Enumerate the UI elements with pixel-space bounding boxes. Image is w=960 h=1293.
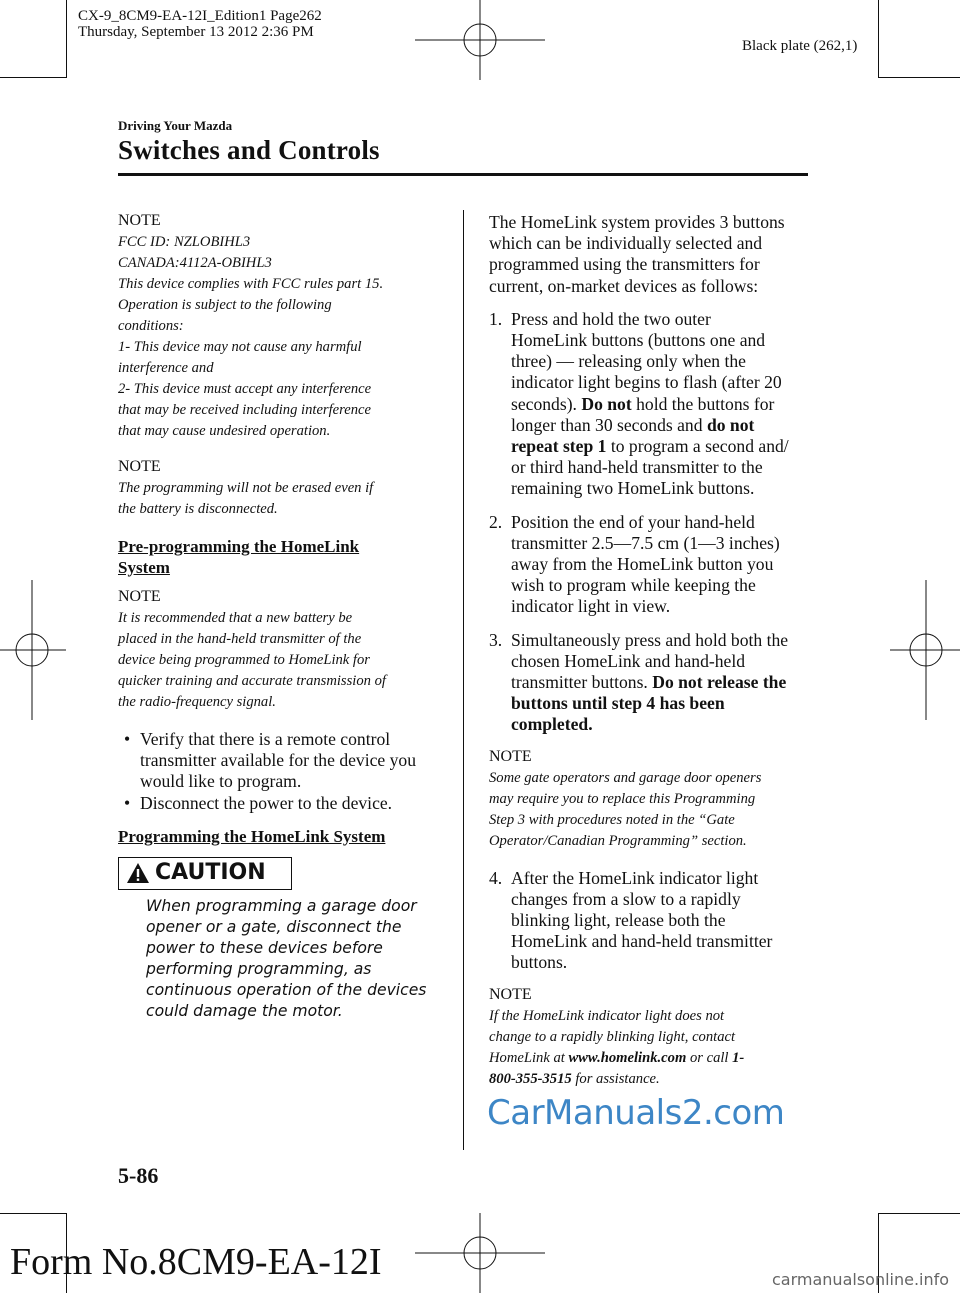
step-line: Simultaneously press and hold both the bbox=[511, 629, 789, 650]
intro-line: The HomeLink system provides 3 buttons bbox=[489, 212, 785, 232]
crop-mark bbox=[878, 0, 879, 78]
crop-mark bbox=[0, 77, 66, 78]
footer-site: carmanualsonline.info bbox=[772, 1270, 950, 1289]
bullet-icon: • bbox=[124, 729, 131, 749]
note-line: FCC ID: NZLOBIHL3 bbox=[118, 234, 251, 250]
note-line: placed in the hand-held transmitter of the bbox=[118, 631, 362, 647]
step-number: 2. bbox=[489, 511, 503, 532]
note-line: interference and bbox=[118, 360, 214, 376]
note-gate-operators bbox=[489, 748, 819, 852]
step-line: completed. bbox=[511, 714, 593, 735]
step-line: After the HomeLink indicator light bbox=[511, 867, 759, 888]
note-homelink-contact bbox=[489, 986, 819, 1090]
print-timestamp: Thursday, September 13 2012 2:36 PM bbox=[78, 24, 314, 40]
caution-line: When programming a garage door bbox=[146, 897, 417, 915]
homelink-phone: 800-355-3515 bbox=[489, 1070, 572, 1087]
step-line: transmitter buttons. Do not release the bbox=[511, 672, 787, 693]
registration-mark-top bbox=[415, 0, 545, 80]
heading-preprogramming bbox=[118, 536, 448, 578]
note-line: 2- This device must accept any interference bbox=[118, 381, 372, 397]
step-3 bbox=[489, 630, 819, 736]
note-label: NOTE bbox=[118, 212, 161, 229]
intro-line: current, on-market devices as follows: bbox=[489, 275, 759, 296]
note-fcc bbox=[118, 212, 448, 442]
bullet-item bbox=[118, 729, 448, 793]
note-line: HomeLink at www.homelink.com or call 1- bbox=[489, 1049, 745, 1066]
note-line: Operator/Canadian Programming” section. bbox=[489, 832, 747, 849]
form-number: Form No.8CM9-EA-12I bbox=[10, 1241, 382, 1283]
step-2 bbox=[489, 512, 819, 618]
note-line: that may cause undesired operation. bbox=[118, 423, 331, 439]
intro-paragraph bbox=[489, 212, 819, 297]
step-line: indicator light begins to flash (after 20 bbox=[511, 372, 782, 393]
heading-line: Pre-programming the HomeLink bbox=[118, 537, 360, 556]
step-line: buttons until step 4 has been bbox=[511, 693, 725, 714]
bullet-line: Disconnect the power to the device. bbox=[140, 792, 393, 813]
note-line: This device complies with FCC rules part 15. bbox=[118, 276, 384, 292]
note-line: may require you to replace this Programming bbox=[489, 790, 756, 807]
step-4 bbox=[489, 868, 819, 974]
print-file-id: CX-9_8CM9-EA-12I_Edition1 Page262 bbox=[78, 8, 322, 24]
note-label: NOTE bbox=[489, 985, 532, 1003]
section-kicker: Driving Your Mazda bbox=[118, 118, 233, 133]
step-line: wish to program while keeping the bbox=[511, 575, 756, 596]
note-line: device being programmed to HomeLink for bbox=[118, 652, 370, 668]
note-line: 800-355-3515 for assistance. bbox=[489, 1070, 660, 1087]
step-line: HomeLink and hand-held transmitter bbox=[511, 931, 773, 952]
note-programming bbox=[118, 458, 448, 520]
step-line: repeat step 1 to program a second and/ bbox=[511, 436, 789, 457]
caution-label: CAUTION bbox=[155, 860, 266, 885]
bullet-line: would like to program. bbox=[140, 771, 302, 792]
step-line: chosen HomeLink and hand-held bbox=[511, 650, 746, 671]
step-line: or third hand-held transmitter to the bbox=[511, 457, 763, 478]
note-line: conditions: bbox=[118, 318, 184, 334]
intro-line: programmed using the transmitters for bbox=[489, 254, 760, 275]
step-line: HomeLink buttons (buttons one and bbox=[511, 330, 766, 351]
step-line: away from the HomeLink button you bbox=[511, 554, 774, 575]
note-line: change to a rapidly blinking light, contact bbox=[489, 1028, 736, 1045]
step-line: longer than 30 seconds and do not bbox=[511, 414, 755, 435]
note-line: Step 3 with procedures noted in the “Gate bbox=[489, 811, 735, 828]
step-line: indicator light in view. bbox=[511, 596, 671, 617]
caution-line: could damage the motor. bbox=[146, 1002, 343, 1020]
homelink-url[interactable]: www.homelink.com bbox=[568, 1049, 687, 1066]
crop-mark bbox=[878, 1213, 960, 1214]
warning-icon bbox=[126, 862, 150, 884]
watermark-logo: CarManuals2.com bbox=[487, 1093, 785, 1133]
note-line: If the HomeLink indicator light does not bbox=[489, 1007, 725, 1024]
step-line: buttons. bbox=[511, 952, 568, 973]
note-line: that may be received including interference bbox=[118, 402, 371, 418]
step-line: transmitter 2.5―7.5 cm (1―3 inches) bbox=[511, 532, 780, 553]
note-line: Some gate operators and garage door openers bbox=[489, 769, 762, 786]
caution-line: opener or a gate, disconnect the bbox=[146, 918, 402, 936]
step-line: remaining two HomeLink buttons. bbox=[511, 478, 755, 499]
title-rule bbox=[118, 173, 808, 176]
bullet-item bbox=[118, 793, 448, 814]
registration-mark-bottom bbox=[415, 1213, 545, 1293]
step-line: three) ― releasing only when the bbox=[511, 351, 746, 372]
step-number: 4. bbox=[489, 867, 503, 888]
left-column bbox=[118, 212, 448, 847]
note-label: NOTE bbox=[118, 458, 161, 475]
step-line: Position the end of your hand-held bbox=[511, 511, 755, 532]
crop-mark bbox=[66, 0, 67, 78]
intro-line: which can be individually selected and bbox=[489, 233, 763, 254]
step-line: blinking light, release both the bbox=[511, 910, 726, 931]
caution-line: performing programming, as bbox=[146, 960, 372, 978]
step-line: Press and hold the two outer bbox=[511, 308, 711, 329]
note-line: It is recommended that a new battery be bbox=[118, 610, 353, 626]
crop-mark bbox=[878, 77, 960, 78]
step-line: seconds). Do not hold the buttons for bbox=[511, 393, 775, 414]
step-number: 3. bbox=[489, 629, 503, 650]
right-column bbox=[489, 212, 819, 1090]
heading-programming: Programming the HomeLink System bbox=[118, 826, 386, 846]
registration-mark-left bbox=[0, 580, 66, 720]
step-line: changes from a slow to a rapidly bbox=[511, 888, 741, 909]
page-number: 5-86 bbox=[118, 1163, 159, 1188]
page-title: Switches and Controls bbox=[118, 135, 380, 165]
crop-mark bbox=[0, 1213, 66, 1214]
note-line: The programming will not be erased even if bbox=[118, 480, 374, 496]
plate-label: Black plate (262,1) bbox=[742, 38, 858, 54]
caution-text bbox=[146, 896, 456, 1022]
caution-line: power to these devices before bbox=[146, 939, 383, 957]
note-line: the radio-frequency signal. bbox=[118, 694, 276, 710]
caution-box bbox=[118, 857, 292, 890]
bullet-line: transmitter available for the device you bbox=[140, 750, 417, 771]
note-line: CANADA:4112A-OBIHL3 bbox=[118, 255, 272, 271]
note-line: Operation is subject to the following bbox=[118, 297, 332, 313]
step-number: 1. bbox=[489, 308, 503, 329]
note-line: quicker training and accurate transmission of bbox=[118, 673, 386, 689]
note-label: NOTE bbox=[489, 747, 532, 765]
bullet-icon: • bbox=[124, 792, 131, 813]
heading-line: System bbox=[118, 558, 170, 577]
note-battery bbox=[118, 588, 448, 713]
note-label: NOTE bbox=[118, 588, 161, 605]
note-line: the battery is disconnected. bbox=[118, 501, 278, 517]
step-1 bbox=[489, 309, 819, 500]
bullet-line: Verify that there is a remote control bbox=[140, 729, 391, 749]
column-divider bbox=[463, 210, 464, 1150]
caution-line: continuous operation of the devices bbox=[146, 981, 427, 999]
note-line: 1- This device may not cause any harmful bbox=[118, 339, 362, 355]
registration-mark-right bbox=[890, 580, 960, 720]
bullet-list bbox=[118, 729, 448, 814]
